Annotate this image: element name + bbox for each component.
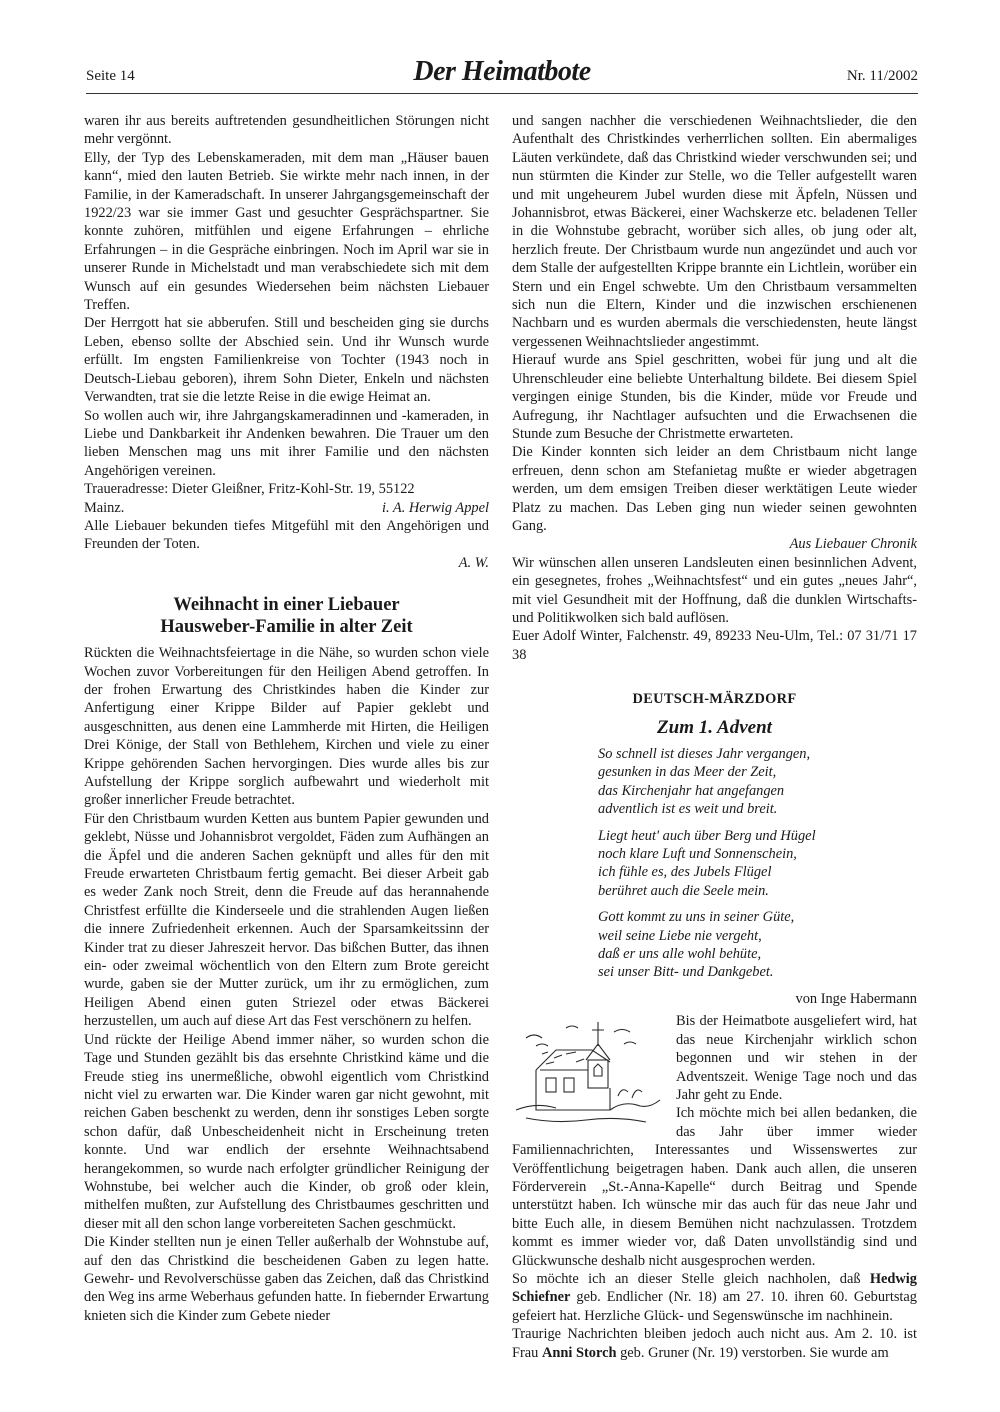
person-name: Hedwig Schiefner — [512, 1270, 917, 1306]
paragraph: Hierauf wurde ans Spiel geschritten, wobei für jung und alt die Uhrenschleuder eine beliebte Unterhaltung bildete. Bei diesem Spiel vergingen einige Stunden, bis die Kinder, müde vor Freude und Aufregung, ihr Nachtlager aufsuchten und die Erwachsenen die Stunde zum Besuche der Christmette erwarteten. — [512, 352, 917, 442]
paragraph: So wollen auch wir, ihre Jahrgangskameradinnen und -kameraden, in Liebe und Dankbarkeit ihr Andenken bewahren. Die Trauer um den lieben Menschen mag uns mit ihrer Familie und den nächsten Angehörigen vereinen. — [84, 407, 489, 479]
paragraph: Die Kinder stellten nun je einen Teller außerhalb der Wohnstube auf, auf den das Christkind die bescheidenen Gaben zu legen hatte. Gewehr- und Revolverschüsse gaben das Zeichen, daß das Christkind den Weg ins arme Weberhaus gefunden hatte. In fiebernder Erwartung knieten sich die Kinder zum Gebete nieder — [84, 1234, 489, 1324]
poem-author: von Inge Habermann — [795, 990, 917, 1007]
address-signature-row — [84, 499, 489, 517]
text-segment: geb. Gruner (Nr. 19) verstorben. Sie wurde am — [616, 1344, 889, 1361]
poem-stanza — [598, 827, 917, 901]
paragraph: Die Kinder konnten sich leider an dem Christbaum nicht lange erfreuen, denn schon am Stefanietag mußte er wieder abgetragen werden, um dem emsigen Treiben dieser werktätigen Leute wieder Platz zu machen. Das Leben ging nun wieder seinen gewohnten Gang. — [512, 444, 917, 534]
page-number: Seite 14 — [86, 68, 135, 84]
poem-line: Gott kommt zu uns in seiner Güte, — [598, 909, 795, 926]
poem-line: daß er uns alle wohl behüte, — [598, 946, 762, 963]
paragraph — [512, 1325, 917, 1362]
right-column — [512, 112, 917, 1362]
header-rule — [86, 93, 918, 94]
poem-line: sei unser Bitt- und Dankgebet. — [598, 964, 774, 981]
poem-line: weil seine Liebe nie vergeht, — [598, 927, 762, 944]
paragraph: waren ihr aus bereits auftretenden gesundheitlichen Störungen nicht mehr vergönnt. — [84, 113, 489, 148]
article-headline-line2: Hausweber-Familie in alter Zeit — [160, 617, 413, 638]
paragraph: Euer Adolf Winter, Falchenstr. 49, 89233 Neu-Ulm, Tel.: 07 31/71 17 38 — [512, 628, 917, 663]
poem-line: noch klare Luft und Sonnenschein, — [598, 846, 797, 863]
left-column — [84, 112, 489, 1325]
poem-line: das Kirchenjahr hat angefangen — [598, 782, 785, 799]
chapel-illustration — [506, 1018, 670, 1130]
poem-stanza — [598, 745, 917, 819]
paragraph: Bis der Heimatbote ausgeliefert wird, hat das neue Kirchenjahr wirklich schon begonnen und wir stehen in der Adventszeit. Wenige Tage noch und das Jahr geht zu Ende. — [676, 1013, 917, 1103]
issue-number: Nr. 11/2002 — [846, 68, 918, 84]
article-headline-line1: Weihnacht in einer Liebauer — [173, 595, 400, 616]
page-header — [86, 56, 918, 96]
poem-line: berühret auch die Seele mein. — [598, 882, 769, 899]
signature: i. A. Herwig Appel — [382, 499, 489, 516]
paragraph: Rückten die Weihnachtsfeiertage in die Nähe, so wurden schon viele Wochen zuvor Vorbereitungen für den Heiligen Abend getroffen. In der frohen Erwartung des Christkindes haben die Kinder zur Anfertigung einer Krippe Bilder auf Papier geklebt und ausgeschnitten, aus denen eine Lammherde mit Hirten, die Heiligen Drei Könige, der Stall von Bethlehem, Kirchen und viele zu einer Krippe gehörenden Sachen hervorgingen. Dies wurde alles bis zur Aufstellung der Krippe sorglich aufbewahrt und wiederholt mit großer innerlicher Freude betrachtet. — [84, 645, 489, 809]
paragraph: Für den Christbaum wurden Ketten aus buntem Papier gewunden und geklebt, Nüsse und Johannisbrot vergoldet, Fäden zum Aufhängen an die Äpfel und die anderen Sachen geknüpft und alles für den mit Freude erwarteten Christbaum fertig gemacht. Bei dieser Arbeit gab es weder Zank noch Streit, denn die Freude auf das herannahende Christfest erfüllte die Kinderseele und die strahlenden Augen ließen die innere Zufriedenheit erkennen. Auch der Sparsamkeitssinn der Kinder trat zu dieser Jahreszeit hervor. Das bißchen Butter, das ihnen ein- oder zweimal wöchentlich von den Eltern zum Brote gereicht wurde, gaben sie der Mutter zurück, um ihr zu ermöglichen, zum Heiligen Abend einen guten Striezel oder etwas Bäckerei herzustellen, um auch auf diese Art das Fest verschönern zu helfen. — [84, 810, 489, 1030]
masthead-logo: Der Heimatbote — [413, 56, 591, 87]
paragraph: Der Herrgott hat sie abberufen. Still und bescheiden ging sie durchs Leben, ebenso sollte der Abschied sein. Und ihr Wunsch wurde erfüllt. Im engsten Familienkreise von Tochter (1943 noch in Deutsch-Liebau geboren), ihrem Sohn Dieter, Enkeln und nächsten Verwandten, trat sie die letzte Reise in die ewige Heimat an. — [84, 315, 489, 406]
chapel-drawing — [506, 1018, 670, 1130]
section-heading: DEUTSCH-MÄRZDORF — [632, 691, 797, 708]
text-segment: geb. Endlicher (Nr. 18) am 27. 10. ihren 60. Geburtstag gefeiert hat. Herzliche Glück- und Segenswünsche im nachhinein. — [512, 1289, 917, 1324]
address-city: Mainz. — [84, 499, 125, 516]
poem-line: ich fühle es, des Jubels Flügel — [598, 864, 772, 881]
text-segment: So möchte ich an dieser Stelle gleich nachholen, daß — [512, 1270, 870, 1287]
poem-line: gesunken in das Meer der Zeit, — [598, 764, 777, 781]
paragraph: Und rückte der Heilige Abend immer näher, so wurden schon die Tage und Stunden gezählt bis das ersehnte Christkind käme und die Freude stieg ins unermeßliche, obwohl eigentlich vom Christkind nicht viel zu erwarten war. Die Kinder waren gar nicht gewohnt, mit reichen Gaben beschenkt zu werden, denn ihr sonstiges Leben sorgte schon dafür, daß Unbescheidenheit nicht in Erscheinung treten konnte. Und war endlich der ersehnte Weihnachtsabend herangekommen, so wurde nach erfolgter gründlicher Reinigung der Wohnstube, bei welcher auch die Kinder, ob groß oder klein, mithelfen mußten, zur Aufstellung des Christbaumes geschritten und dieser mit all den schon lange vorbereiteten Sachen geschmückt. — [84, 1031, 489, 1232]
paragraph: Alle Liebauer bekunden tiefes Mitgefühl mit den Angehörigen und Freunden der Toten. — [84, 517, 489, 553]
poem-line: Liegt heut' auch über Berg und Hügel — [598, 827, 816, 844]
paragraph: und sangen nachher die verschiedenen Weihnachtslieder, die den Aufenthalt des Christkindes verherrlichen sollten. Ein abermaliges Läuten verkündete, daß das Christkind wieder verschwunden sei; und nun stürmten die Kinder zur Stelle, wo die Teller aufgestellt waren und mit ungeheurem Jubel wurden diese mit Äpfeln, Nüssen und Johannisbrot, etwas Bäckerei, einer Wachskerze etc. beladenen Teller in die Wohnstube gebracht, worüber sich alles, ob jung oder alt, herzlich freute. Der Christbaum wurde nun angezündet und auch vor dem Stalle der aufgestellten Krippe brannte ein Lichtlein, worüber ein Stern und ein Engel schwebte. Um den Christbaum versammelten sich nun die Eltern, Kinder und die inzwischen erschienenen Nachbarn und es wurden abermals die verschiedensten, heute längst vergessenen Weihnachtslieder angestimmt. — [512, 113, 917, 350]
paragraph: Wir wünschen allen unseren Landsleuten einen besinnlichen Advent, ein gesegnetes, frohes „Weihnachtsfest“ und ein gutes „neues Jahr“, mit viel Gesundheit mit der Hoffnung, daß die dunklen Wirtschafts- und Politikwolken sich bald auflösen. — [512, 554, 917, 626]
poem-stanza — [598, 908, 917, 982]
poem-line: adventlich ist es weit und breit. — [598, 801, 778, 818]
poem-title: Zum 1. Advent — [657, 716, 772, 738]
text-segment: Traurige Nachrichten bleiben jedoch auch nicht aus. Am 2. 10. ist Frau — [512, 1326, 917, 1361]
paragraph — [512, 1270, 917, 1325]
poem-line: So schnell ist dieses Jahr vergangen, — [598, 746, 811, 762]
signature: A. W. — [458, 554, 489, 571]
signature: Aus Liebauer Chronik — [789, 536, 917, 553]
paragraph: Ich möchte mich bei allen bedanken, die das Jahr über immer wieder Familiennachrichten, Interessantes und Wissenswertes zur Veröffentlichung beigetragen haben. Dank auch allen, die unseren Förderverein „St.-Anna-Kapelle“ durch Beitrag und Spende unterstützt haben. Ich wünsche mir das auch für das neue Jahr und bitte Euch alle, in diesem Bemühen nicht nachzulassen. Trotzdem kommt es immer wieder vor, daß Daten unvollständig sind und Glückwunsche deshalb nicht ausgesprochen werden. — [512, 1105, 917, 1269]
paragraph: Traueradresse: Dieter Gleißner, Fritz-Kohl-Str. 19, 55122 — [84, 481, 415, 498]
paragraph: Elly, der Typ des Lebenskameraden, mit dem man „Häuser bauen kann“, mied den lauten Betrieb. Sie wirkte mehr nach innen, in der Familie, in der Kameradschaft. In unserer Jahrgangsgemeinschaft der 1922/23 war sie immer Gast und gesuchter Gesprächspartner. Sie konnte zuhören, mitfühlen und eigene Erfahrungen – ehrliche Erfahrungen – in die Gespräche einbringen. Noch im April war sie in unserer Runde in Michelstadt und man verabschiedete sich mit dem Wunsch auf ein gesundes Wiedersehen beim nächsten Liebauer Treffen. — [84, 149, 489, 314]
person-name: Anni Storch — [541, 1344, 617, 1361]
